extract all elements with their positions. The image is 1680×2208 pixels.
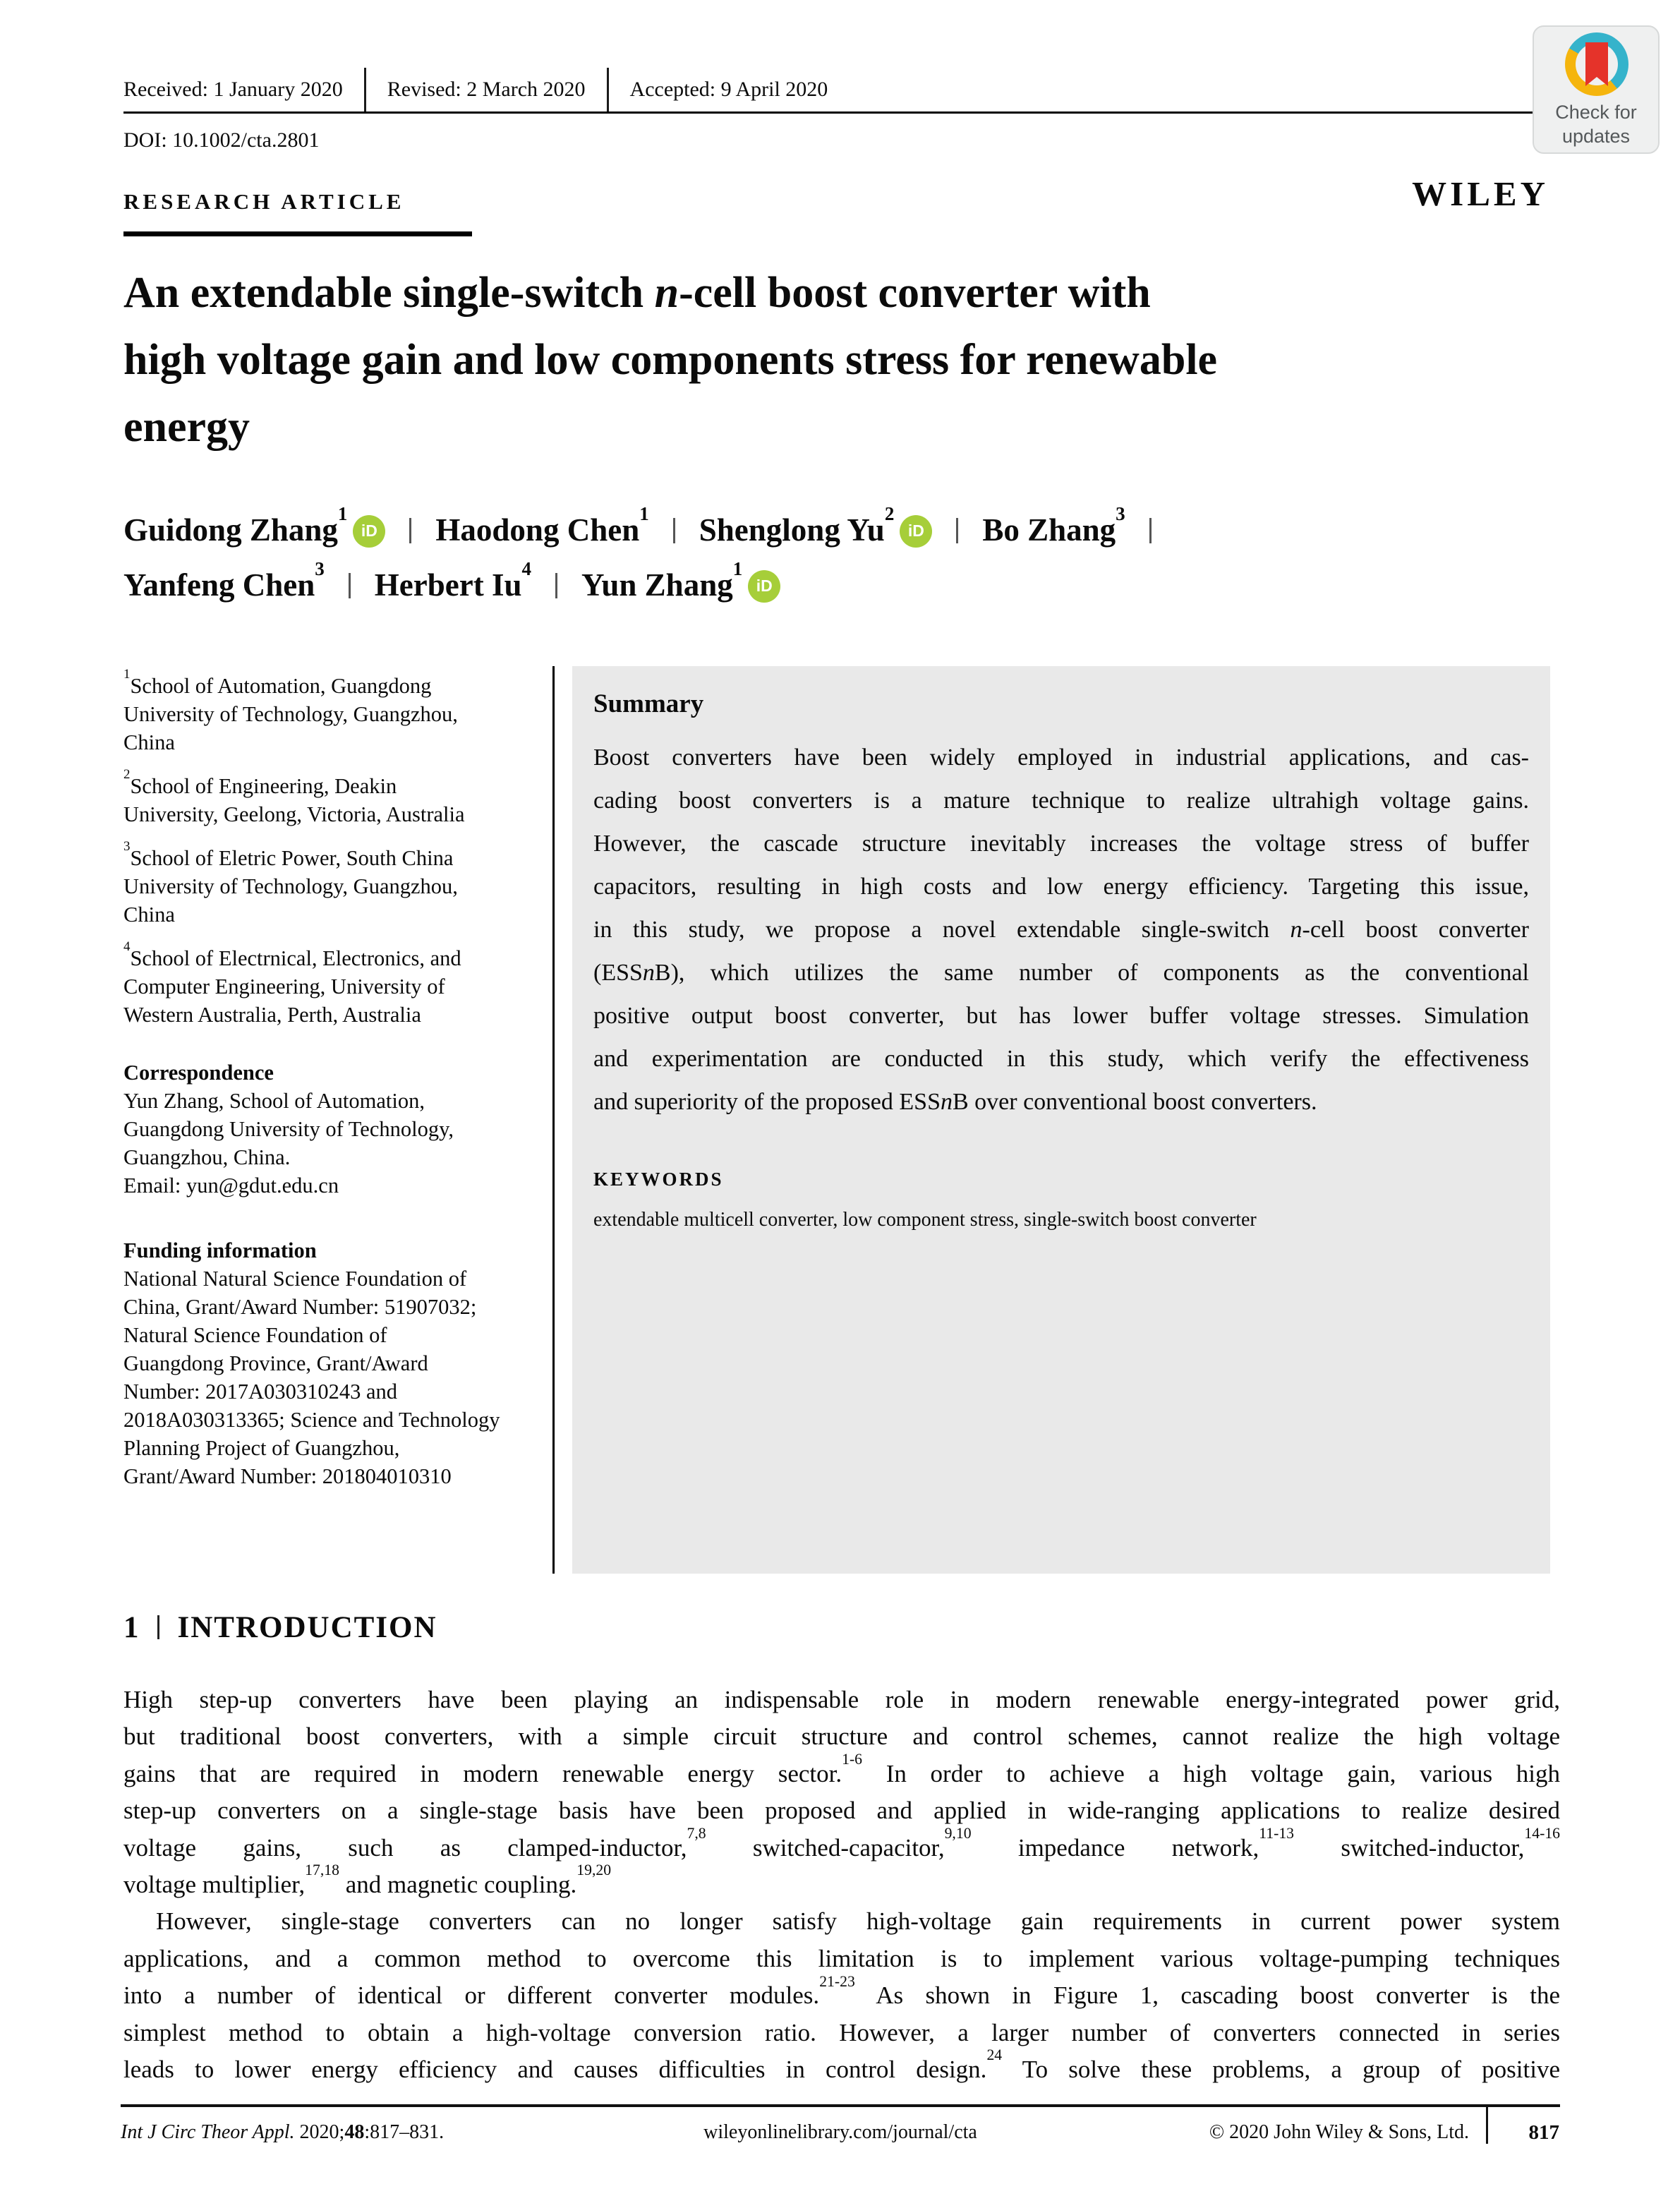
author-name: Guidong Zhang$^1$ xyxy=(123,502,348,548)
text-line: (ESSnB), which utilizes the same number of components as the conventional xyxy=(593,960,1529,986)
affiliation-item: $^2$School of Engineering, Deakin University, Geelong, Victoria, Australia xyxy=(123,767,465,826)
intro-paragraph-2 xyxy=(123,1903,1560,2088)
title-line: high voltage gain and low components stress for renewable xyxy=(123,336,1218,384)
header-date: Accepted: 9 April 2020 xyxy=(629,78,828,101)
correspondence-text xyxy=(123,1087,547,1200)
text-line: step-up converters on a single-stage basis have been proposed and applied in wide-ranging applications to realize desired xyxy=(123,1797,1560,1825)
affiliations-list xyxy=(123,667,547,1029)
text-line: into a number of identical or different converter modules.$^{21-23}$ As shown in Figure 1, cascading boost converter is the xyxy=(123,1972,1560,2010)
summary-heading: Summary xyxy=(593,689,704,718)
date-separator xyxy=(607,68,609,111)
text-line: and superiority of the proposed ESSnB over conventional boost converters. xyxy=(593,1089,1317,1115)
header-date: Received: 1 January 2020 xyxy=(123,78,343,101)
text-line: positive output boost converter, but has lower buffer voltage stresses. Simulation xyxy=(593,1003,1529,1029)
text-line: cading boost converters is a mature technique to realize ultrahigh voltage gains. xyxy=(593,788,1529,814)
orcid-icon[interactable]: iD xyxy=(353,515,385,548)
section-title: INTRODUCTION xyxy=(177,1611,437,1644)
author-separator xyxy=(673,518,675,543)
text-line: Number: 2017A030310243 and xyxy=(123,1380,397,1404)
author-name: Haodong Chen$^1$ xyxy=(435,502,649,548)
journal-url[interactable]: wileyonlinelibrary.com/journal/cta xyxy=(703,2121,977,2143)
introduction-body xyxy=(123,1682,1560,2088)
author-name: Shenglong Yu$^2$ xyxy=(699,502,895,548)
author-name: Yun Zhang$^1$ xyxy=(581,557,743,603)
text-line: High step-up converters have been playing an indispensable role in modern renewable energy-integrated power grid, xyxy=(123,1686,1560,1713)
paper-title xyxy=(123,260,1542,461)
author-separator xyxy=(349,573,351,598)
text-line: but traditional boost converters, with a simple circuit structure and control schemes, cannot realize the high voltage xyxy=(123,1723,1560,1751)
section-divider-bar xyxy=(157,1615,159,1639)
page-number-divider xyxy=(1486,2104,1488,2144)
text-line: gains that are required in modern renewable energy sector.$^{1-6}$ In order to achieve a high voltage gain, various high xyxy=(123,1751,1560,1787)
text-line: voltage multiplier,$^{17,18}$ and magnetic coupling.$^{19,20}$ xyxy=(123,1862,612,1899)
article-type-underline xyxy=(123,231,472,236)
author-name: Bo Zhang$^3$ xyxy=(982,502,1125,548)
author-separator xyxy=(555,573,557,598)
header-rule xyxy=(123,111,1559,114)
text-line: voltage gains, such as clamped-inductor,$^{7,8}$ switched-capacitor,$^{9,10}$ impedance network,$^{11-13}$ switched-inductor,$^{14-16}$ xyxy=(123,1825,1561,1862)
title-line: An extendable single-switch n-cell boost converter with xyxy=(123,269,1151,317)
author-separator xyxy=(1149,518,1152,543)
date-separator xyxy=(364,68,366,111)
orcid-icon[interactable]: iD xyxy=(748,570,780,603)
footer-rule xyxy=(121,2104,1560,2107)
text-line: leads to lower energy efficiency and causes difficulties in control design.$^{24}$ To solve these problems, a group of positive xyxy=(123,2046,1561,2084)
summary-box xyxy=(572,666,1550,1574)
title-line: energy xyxy=(123,403,250,451)
text-line: Guangzhou, China. xyxy=(123,1145,291,1169)
text-line: Planning Project of Guangzhou, xyxy=(123,1436,400,1460)
author-name: Herbert Iu$^4$ xyxy=(374,557,531,603)
article-type-label: RESEARCH ARTICLE xyxy=(123,189,405,214)
doi-text: DOI: 10.1002/cta.2801 xyxy=(123,128,320,152)
text-line: 2018A030313365; Science and Technology xyxy=(123,1408,500,1432)
author-list xyxy=(123,502,1559,613)
summary-text xyxy=(593,736,1529,1123)
text-line: Yun Zhang, School of Automation, xyxy=(123,1089,425,1113)
introduction-heading xyxy=(123,1610,437,1645)
page-number: 817 xyxy=(1528,2121,1559,2144)
funding-heading: Funding information xyxy=(123,1238,317,1262)
intro-paragraph-1 xyxy=(123,1682,1560,1903)
orcid-icon[interactable]: iD xyxy=(900,515,932,548)
funding-text xyxy=(123,1265,547,1490)
journal-citation: Int J Circ Theor Appl. 2020;48:817–831. xyxy=(121,2121,445,2143)
text-line: Boost converters have been widely employed in industrial applications, and cas- xyxy=(593,744,1529,771)
text-line: Guangdong Province, Grant/Award xyxy=(123,1351,428,1375)
affiliation-item: $^4$School of Electrnical, Electronics, and Computer Engineering, University of Western Australia, Perth, Australia xyxy=(123,939,461,1027)
article-info-column xyxy=(123,667,547,1490)
author-name: Yanfeng Chen$^3$ xyxy=(123,557,325,603)
text-line: Email: yun@gdut.edu.cn xyxy=(123,1174,339,1197)
text-line: in this study, we propose a novel extendable single-switch n-cell boost converter xyxy=(593,917,1529,943)
keywords-heading: KEYWORDS xyxy=(593,1169,724,1190)
text-line: Natural Science Foundation of xyxy=(123,1323,387,1347)
section-number: 1 xyxy=(123,1611,139,1644)
keywords-text: extendable multicell converter, low component stress, single-switch boost converter xyxy=(593,1209,1257,1231)
crossmark-icon xyxy=(1565,32,1628,96)
received-dates-row xyxy=(123,68,828,111)
affiliation-item: $^3$School of Eletric Power, South China University of Technology, Guangzhou, China xyxy=(123,839,458,927)
check-for-updates-badge[interactable] xyxy=(1533,25,1660,154)
text-line: However, single-stage converters can no longer satisfy high-voltage gain requirements in current power system xyxy=(156,1907,1560,1936)
header-date: Revised: 2 March 2020 xyxy=(387,78,586,101)
text-line: simplest method to obtain a high-voltage conversion ratio. However, a larger number of converters connected in series xyxy=(123,2018,1560,2046)
text-line: Grant/Award Number: 201804010310 xyxy=(123,1464,452,1488)
text-line: Guangdong University of Technology, xyxy=(123,1117,454,1141)
author-separator xyxy=(956,518,958,543)
text-line: and experimentation are conducted in this study, which verify the effectiveness xyxy=(593,1046,1529,1072)
text-line: applications, and a common method to overcome this limitation is to implement various voltage-pumping techniques xyxy=(123,1944,1560,1972)
author-separator xyxy=(409,518,411,543)
text-line: China, Grant/Award Number: 51907032; xyxy=(123,1295,477,1319)
check-badge-label-line2: updates xyxy=(1561,126,1631,147)
wiley-logo: WILEY xyxy=(1412,174,1549,213)
column-divider xyxy=(552,666,555,1574)
text-line: However, the cascade structure inevitably increases the voltage stress of buffer xyxy=(593,831,1529,857)
text-line: capacitors, resulting in high costs and low energy efficiency. Targeting this issue, xyxy=(593,874,1529,900)
check-badge-label-line1: Check for xyxy=(1555,102,1637,123)
affiliation-item: $^1$School of Automation, Guangdong University of Technology, Guangzhou, China xyxy=(123,667,458,754)
copyright-text: © 2020 John Wiley & Sons, Ltd. xyxy=(1209,2121,1469,2143)
text-line: National Natural Science Foundation of xyxy=(123,1267,467,1291)
correspondence-heading: Correspondence xyxy=(123,1061,274,1085)
